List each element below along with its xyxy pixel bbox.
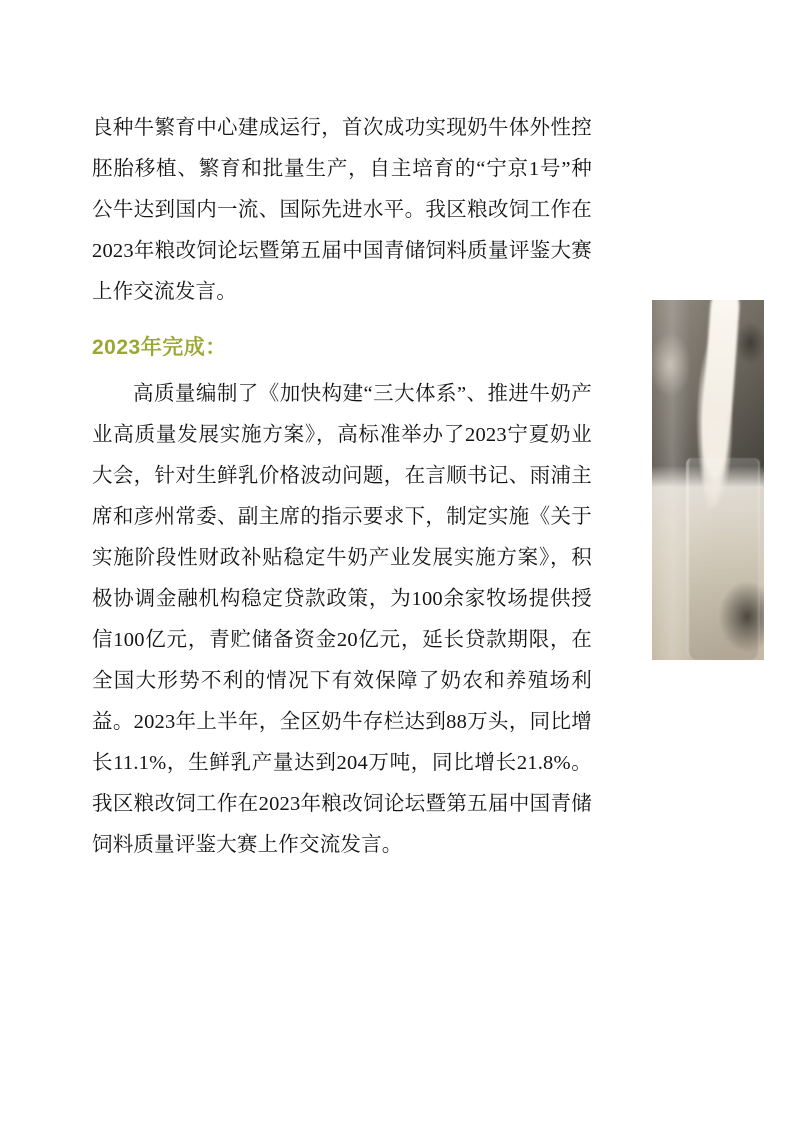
- milk-photo: [652, 300, 764, 660]
- section-heading-2023: 2023年完成：: [92, 336, 227, 359]
- paragraph-2023-achievements: 高质量编制了《加快构建“三大体系”、推进牛奶产业高质量发展实施方案》，高标准举办了2023宁夏奶业大会，针对生鲜乳价格波动问题，在言顺书记、雨浦主席和彦州常委、副主席的指示要求下，制定实施《关于实施阶段性财政补贴稳定牛奶产业发展实施方案》，积极协调金融机构稳定贷款政策，为100余家牧场提供授信100亿元，青贮储备资金20亿元，延长贷款期限，在全国大形势不利的情况下有效保障了奶农和养殖场利益。2023年上半年，全区奶牛存栏达到88万头，同比增长11.1%，生鲜乳产量达到204万吨，同比增长21.8%。我区粮改饲工作在2023年粮改饲论坛暨第五届中国青储饲料质量评鉴大赛上作交流发言。: [92, 383, 592, 856]
- document-body: [92, 108, 592, 866]
- paragraph-intro: 良种牛繁育中心建成运行，首次成功实现奶牛体外性控胚胎移植、繁育和批量生产，自主培育的“宁京1号”种公牛达到国内一流、国际先进水平。我区粮改饲工作在2023年粮改饲论坛暨第五届中国青储饲料质量评鉴大赛上作交流发言。: [92, 117, 592, 303]
- glass-icon: [686, 458, 760, 660]
